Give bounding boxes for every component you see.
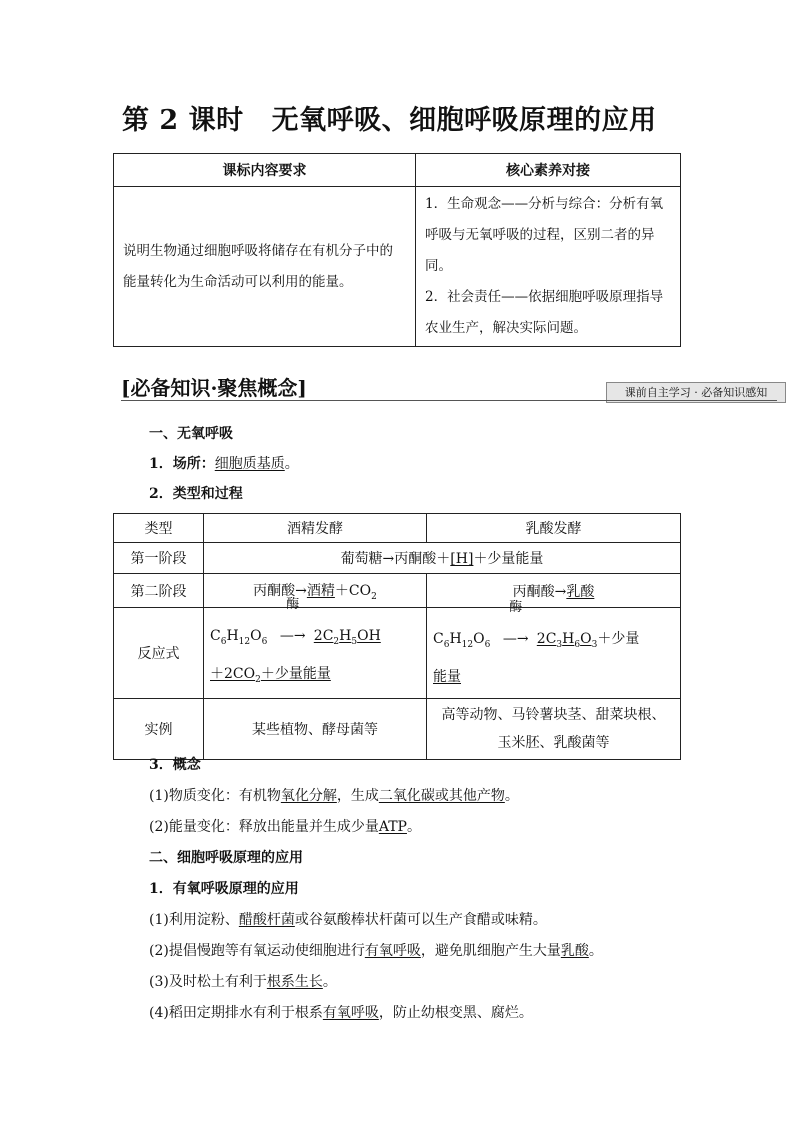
part1-item1-answer: 细胞质基质 (214, 456, 285, 472)
standards-left-text: 说明生物通过细胞呼吸将储存在有机分子中的能量转化为生命活动可以利用的能量。 (123, 242, 393, 290)
row3-lactic-line2: 能量 (433, 668, 461, 685)
part2-l3-pre: (3)及时松土有利于 (149, 974, 267, 990)
concept-l1-end: 。 (504, 788, 519, 804)
row3-label: 反应式 (114, 608, 204, 699)
standards-left-cell (114, 187, 416, 347)
title-topic: 无氧呼吸、细胞呼吸原理的应用 (271, 105, 657, 136)
concept-line1 (149, 785, 519, 805)
row2-alcohol: 丙酮酸→酒精$+CO_2$ (204, 574, 427, 608)
process-table (113, 513, 681, 760)
part2-l4-post: ，防止幼根变黑、腐烂。 (378, 1005, 533, 1021)
part2-l2-end: 。 (588, 943, 603, 959)
part1-item1-end: 。 (284, 456, 299, 472)
concept-line2 (149, 816, 421, 836)
concept-l2-end: 。 (406, 819, 421, 835)
concept-l1-a2: 二氧化碳或其他产物 (378, 788, 505, 804)
catalyst-alcohol: 酶 (286, 597, 300, 612)
standards-head-left: 课标内容要求 (114, 154, 416, 187)
standards-right-item1: 1．生命观念——分析与综合：分析有氧呼吸与无氧呼吸的过程，区别二者的异同。 (425, 196, 664, 274)
row3-lactic: $C_6H_{12}O_6$ 酶 —→ $2C_3H_6O_3+$少量 能量 (427, 608, 681, 699)
row2-alcohol-post: ＋CO (334, 582, 372, 599)
row4-lactic (427, 698, 681, 759)
part2-l4-a: 有氧呼吸 (322, 1005, 379, 1021)
part2-heading: 二、细胞呼吸原理的应用 (149, 850, 303, 866)
part2-l1-a: 醋酸杆菌 (238, 912, 295, 928)
concept-l1-pre: (1)物质变化：有机物 (149, 788, 281, 804)
part1-item1-label: 1．场所： (149, 456, 215, 472)
part2-sub1: 1．有氧呼吸原理的应用 (149, 881, 299, 897)
part2-line2 (149, 940, 603, 960)
row1-label: 第一阶段 (114, 543, 204, 574)
concept-heading: 3．概念 (149, 757, 201, 773)
part2-l2-a1: 有氧呼吸 (364, 943, 421, 959)
part2-l2-mid: ，避免肌细胞产生大量 (420, 943, 561, 959)
part2-l3-a: 根系生长 (266, 974, 323, 990)
row4-label: 实例 (114, 698, 204, 759)
row1-pre: 葡萄糖→丙酮酸＋ (340, 551, 451, 567)
part1-item1 (149, 453, 299, 473)
standards-table (113, 153, 681, 347)
part2-l2-pre: (2)提倡慢跑等有氧运动使细胞进行 (149, 943, 365, 959)
concept-l1-mid: ，生成 (336, 788, 379, 804)
process-head-lactic: 乳酸发酵 (427, 514, 681, 543)
row2-label: 第二阶段 (114, 574, 204, 608)
standards-right-item2: 2．社会责任——依据细胞呼吸原理指导农业生产，解决实际问题。 (425, 289, 664, 336)
section-tag: 课前自主学习 · 必备知识感知 (606, 382, 786, 403)
row2-lactic-pre: 丙酮酸→ (512, 583, 567, 600)
catalyst-arrow-alcohol: 酶 —→ (272, 618, 314, 654)
part2-l4-pre: (4)稻田定期排水有利于根系 (149, 1005, 323, 1021)
row4-alcohol: 某些植物、酵母菌等 (204, 698, 427, 759)
part2-l1-post: 或谷氨酸棒状杆菌可以生产食醋或味精。 (294, 912, 547, 928)
row1-content (204, 543, 681, 574)
section-rule (121, 400, 777, 401)
section-heading: [必备知识·聚焦概念] (121, 376, 307, 400)
row3-alcohol-line2b: ＋少量能量 (260, 665, 331, 682)
row4-lactic-line1: 高等动物、马铃薯块茎、甜菜块根、 (441, 706, 666, 723)
row1-post: ＋少量能量 (473, 551, 544, 567)
part2-l1-pre: (1)利用淀粉、 (149, 912, 239, 928)
part1-item2: 2．类型和过程 (149, 486, 243, 502)
row2-lactic (427, 574, 681, 608)
title-lesson: 第 2 课时 (122, 105, 244, 136)
process-head-type: 类型 (114, 514, 204, 543)
row3-alcohol-line2: ＋2CO (210, 665, 256, 682)
part2-line3 (149, 971, 337, 991)
row4-lactic-line2: 玉米胚、乳酸菌等 (497, 734, 610, 751)
row2-lactic-ans: 乳酸 (566, 583, 595, 600)
standards-right-cell (416, 187, 681, 347)
process-head-alcohol: 酒精发酵 (204, 514, 427, 543)
concept-l1-a1: 氧化分解 (280, 788, 337, 804)
row3-alcohol: $C_6H_{12}O_6$ 酶 —→ $2C_2H_5OH$ $+2CO_2+$少量能量 (204, 608, 427, 699)
row2-alcohol-pre: 丙酮酸→ (253, 582, 307, 599)
concept-l2-pre: (2)能量变化：释放出能量并生成少量 (149, 819, 379, 835)
part2-l3-end: 。 (322, 974, 337, 990)
part2-line4 (149, 1002, 533, 1022)
row1-h: [H] (450, 551, 474, 567)
part1-heading: 一、无氧呼吸 (149, 426, 233, 442)
row3-lactic-tail: ＋少量 (597, 630, 640, 647)
row2-alcohol-ans: 酒精 (306, 582, 335, 599)
part2-l2-a2: 乳酸 (560, 943, 589, 959)
part2-line1 (149, 909, 547, 929)
catalyst-arrow-lactic: 酶 —→ (495, 621, 537, 657)
concept-l2-a: ATP (378, 819, 407, 835)
catalyst-lactic: 酶 (509, 599, 523, 615)
standards-head-right: 核心素养对接 (416, 154, 681, 187)
page-title (122, 98, 657, 137)
